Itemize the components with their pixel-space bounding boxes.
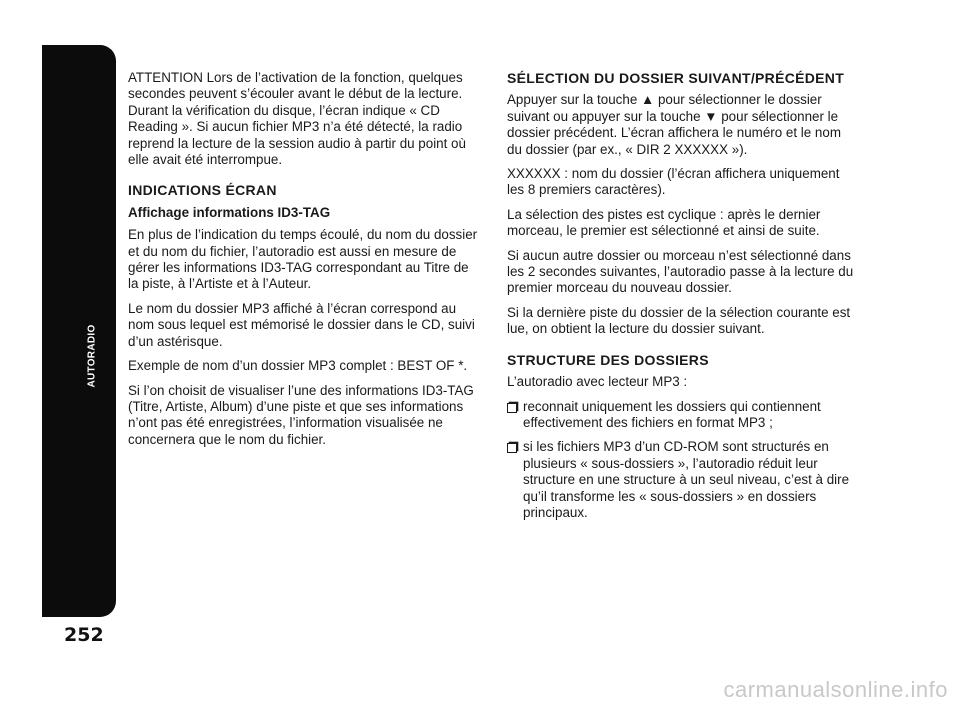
paragraph: Si la dernière piste du dossier de la sélection courante est lue, on obtient la lecture du dossier suivant. xyxy=(507,304,851,337)
checkbox-bullet-icon xyxy=(507,443,517,453)
paragraph: Si aucun autre dossier ou morceau n’est sélectionné dans les 2 secondes suivantes, l’autoradio passe à la lecture du premier morceau du nouveau dossier. xyxy=(507,247,854,296)
section-title-indications: INDICATIONS ÉCRAN xyxy=(128,182,277,199)
bullet-list xyxy=(507,399,859,522)
paragraph: Appuyer sur la touche ▲ pour sélectionner le dossier suivant ou appuyer sur la touche ▼ pour sélectionner le dossier précédent. L’écran affichera le numéro et le nom du dossier (par ex., « DIR 2 XXXXXX »). xyxy=(507,92,841,157)
paragraph: L’autoradio avec lecteur MP3 : xyxy=(507,374,688,390)
section-title-structure: STRUCTURE DES DOSSIERS xyxy=(507,351,709,368)
paragraph: Exemple de nom d’un dossier MP3 complet : BEST OF *. xyxy=(128,358,468,374)
checkbox-bullet-icon xyxy=(507,403,517,413)
section-title-selection: SÉLECTION DU DOSSIER SUIVANT/PRÉCÉDENT xyxy=(507,70,845,86)
sidebar-tab xyxy=(42,45,116,617)
paragraph: Le nom du dossier MP3 affiché à l’écran correspond au nom sous lequel est mémorisé le dossier dans le CD, suivi d’un astérisque. xyxy=(128,300,475,349)
subtitle-id3: Affichage informations ID3-TAG xyxy=(128,204,331,220)
paragraph: Si l’on choisit de visualiser l’une des informations ID3-TAG (Titre, Artiste, Album) d’une piste et que ses informations n’ont pas été enregistrées, l’information visualisée ne concernera que le nom du fichier. xyxy=(128,382,474,447)
left-column xyxy=(128,70,480,456)
list-item-text: reconnait uniquement les dossiers qui contiennent effectivement des fichiers en format MP3 ; xyxy=(523,398,821,430)
paragraph: En plus de l’indication du temps écoulé, du nom du dossier et du nom du fichier, l’autoradio est aussi en mesure de gérer les informations ID3-TAG correspondant au Titre de la piste, à l’Artiste et à l’Auteur. xyxy=(128,227,478,292)
right-column xyxy=(507,70,859,529)
paragraph: XXXXXX : nom du dossier (l’écran affichera uniquement les 8 premiers caractères). xyxy=(507,166,840,198)
sidebar-label: AUTORADIO xyxy=(86,324,98,388)
watermark: carmanualsonline.info xyxy=(723,677,948,702)
list-item xyxy=(507,439,859,521)
list-item-text: si les fichiers MP3 d’un CD-ROM sont structurés en plusieurs « sous-dossiers », l’autoradio réduit leur structure en une structure à un seul niveau, c’est à dire qu’il transforme les « sous-dossiers » en dossiers principaux. xyxy=(523,439,850,520)
page-number: 252 xyxy=(64,624,104,646)
paragraph: La sélection des pistes est cyclique : après le dernier morceau, le premier est sélectionné et ainsi de suite. xyxy=(507,206,821,239)
list-item xyxy=(507,399,859,432)
attention-note: ATTENTION Lors de l’activation de la fonction, quelques secondes peuvent s’écouler avant le début de la lecture. Durant la vérification du disque, l’écran indique « CD Reading ». Si aucun fichier MP3 n’a été détecté, la radio reprend la lecture de la session audio à partir du point où elle avait été interrompue. xyxy=(128,70,466,168)
